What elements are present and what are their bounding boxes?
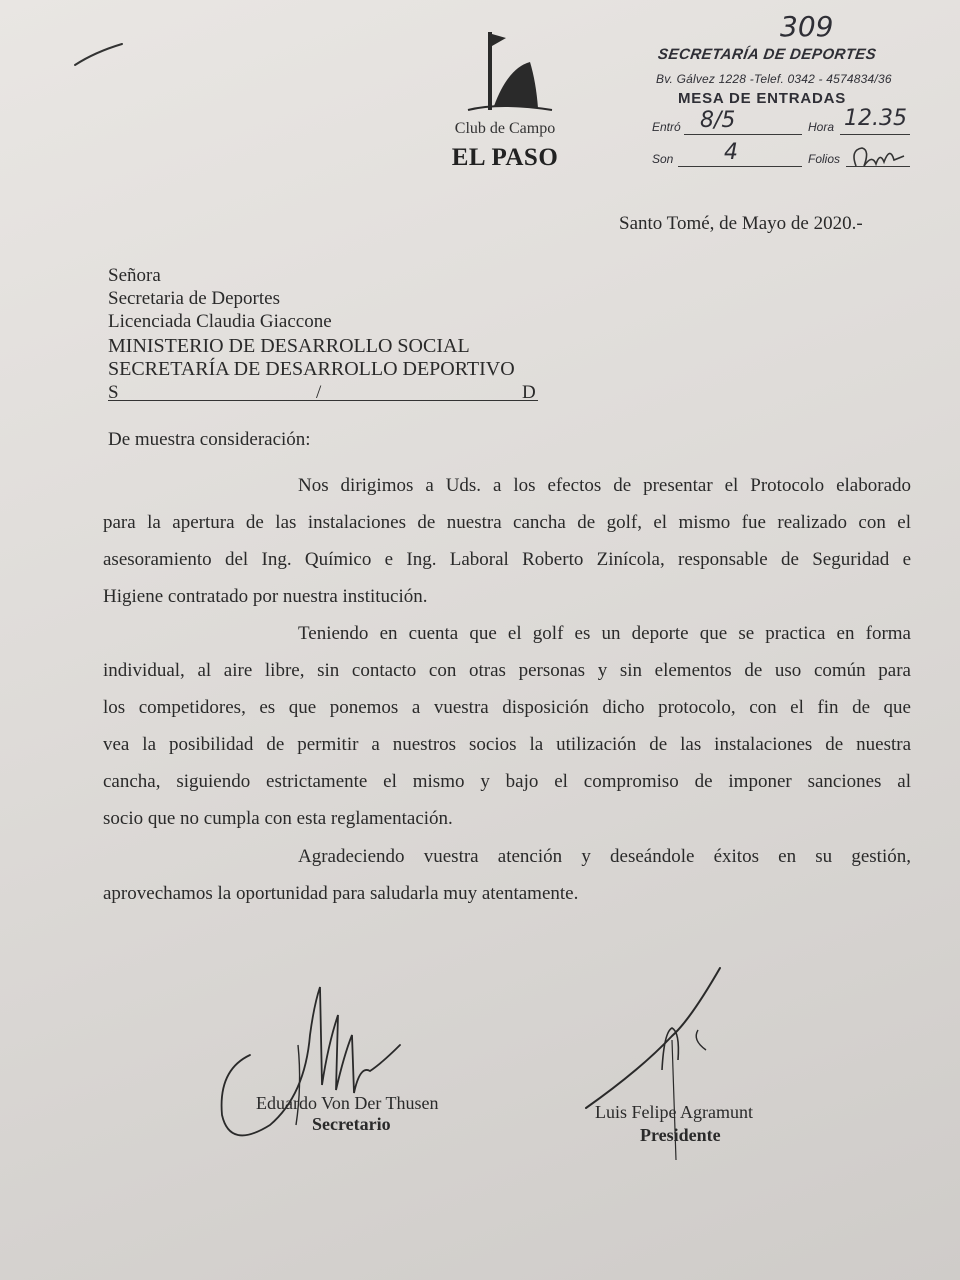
sd-d: D xyxy=(522,382,536,403)
paragraph-1-line-1: Nos dirigimos a Uds. a los efectos de presentar el Protocolo elaborado xyxy=(298,475,911,496)
recipient-secretariat: SECRETARÍA DE DESARROLLO DEPORTIVO xyxy=(108,358,515,380)
stamp-hour-line xyxy=(840,134,910,135)
stamp-entry-line xyxy=(684,134,802,135)
paragraph-2-line-4: vea la posibilidad de permitir a nuestros socios la utilización de las instalaciones de nuestra xyxy=(103,734,911,755)
stamp-son-value: 4 xyxy=(724,140,738,165)
logo-subtitle: Club de Campo xyxy=(454,120,556,137)
paragraph-3-line-1: Agradeciendo vuestra atención y deseándole éxitos en su gestión, xyxy=(298,846,911,867)
recipient-position: Secretaria de Deportes xyxy=(108,288,280,309)
stamp-address: Bv. Gálvez 1228 -Telef. 0342 - 4574834/36 xyxy=(656,72,892,86)
stamp-son-line xyxy=(678,166,802,167)
club-logo xyxy=(440,28,580,178)
stamp-folios-label: Folios xyxy=(808,152,841,166)
golf-flag-icon xyxy=(460,28,560,118)
paragraph-3-line-2: aprovechamos la oportunidad para saludarla muy atentamente. xyxy=(103,883,579,904)
president-role: Presidente xyxy=(640,1125,721,1145)
sd-s: S xyxy=(108,382,119,403)
sd-slash: / xyxy=(316,382,322,403)
paragraph-3 xyxy=(103,838,911,912)
paragraph-2-line-3: los competidores, es que ponemos a vuestra disposición dicho protocolo, con el fin de que xyxy=(103,697,911,718)
stamp-desk: MESA DE ENTRADAS xyxy=(678,90,847,107)
sd-underline xyxy=(108,400,538,401)
stamp-hour-label: Hora xyxy=(808,120,835,134)
secretary-name: Eduardo Von Der Thusen xyxy=(256,1093,439,1113)
stamp-folios-scribble xyxy=(848,140,908,174)
recipient-title: Señora xyxy=(108,265,161,286)
paragraph-2-line-1: Teniendo en cuenta que el golf es un deporte que se practica en forma xyxy=(298,623,911,644)
president-name: Luis Felipe Agramunt xyxy=(595,1102,753,1122)
stamp-entry-value: 8/5 xyxy=(700,108,736,133)
stamp-son-label: Son xyxy=(652,152,674,166)
paragraph-1-line-3: asesoramiento del Ing. Químico e Ing. Laboral Roberto Zinícola, responsable de Seguridad e xyxy=(103,549,911,570)
reception-stamp xyxy=(640,10,930,180)
recipient-name: Licenciada Claudia Giaccone xyxy=(108,311,332,332)
paragraph-1-line-4: Higiene contratado por nuestra institución. xyxy=(103,586,428,607)
paragraph-1 xyxy=(103,467,911,615)
greeting: De muestra consideración: xyxy=(108,429,311,450)
stamp-hour-value: 12.35 xyxy=(844,106,907,131)
logo-title: EL PASO xyxy=(451,144,559,171)
recipient-ministry: MINISTERIO DE DESARROLLO SOCIAL xyxy=(108,335,470,357)
date-line: Santo Tomé, de Mayo de 2020.- xyxy=(619,213,863,234)
paragraph-2-line-2: individual, al aire libre, sin contacto con otras personas y sin elementos de uso común para xyxy=(103,660,911,681)
paragraph-2-line-5: cancha, siguiendo estrictamente el mismo y bajo el compromiso de imponer sanciones al xyxy=(103,771,911,792)
paragraph-2-line-6: socio que no cumpla con esta reglamentación. xyxy=(103,808,453,829)
stamp-handwritten-number: 309 xyxy=(780,10,834,43)
stamp-entry-label: Entró xyxy=(652,120,681,134)
paragraph-2 xyxy=(103,615,911,837)
pen-stroke-mark xyxy=(70,40,130,70)
paragraph-1-line-2: para la apertura de las instalaciones de nuestra cancha de golf, el mismo fue realizado con el xyxy=(103,512,911,533)
stamp-office: SECRETARÍA DE DEPORTES xyxy=(656,46,878,63)
secretary-role: Secretario xyxy=(312,1114,391,1134)
